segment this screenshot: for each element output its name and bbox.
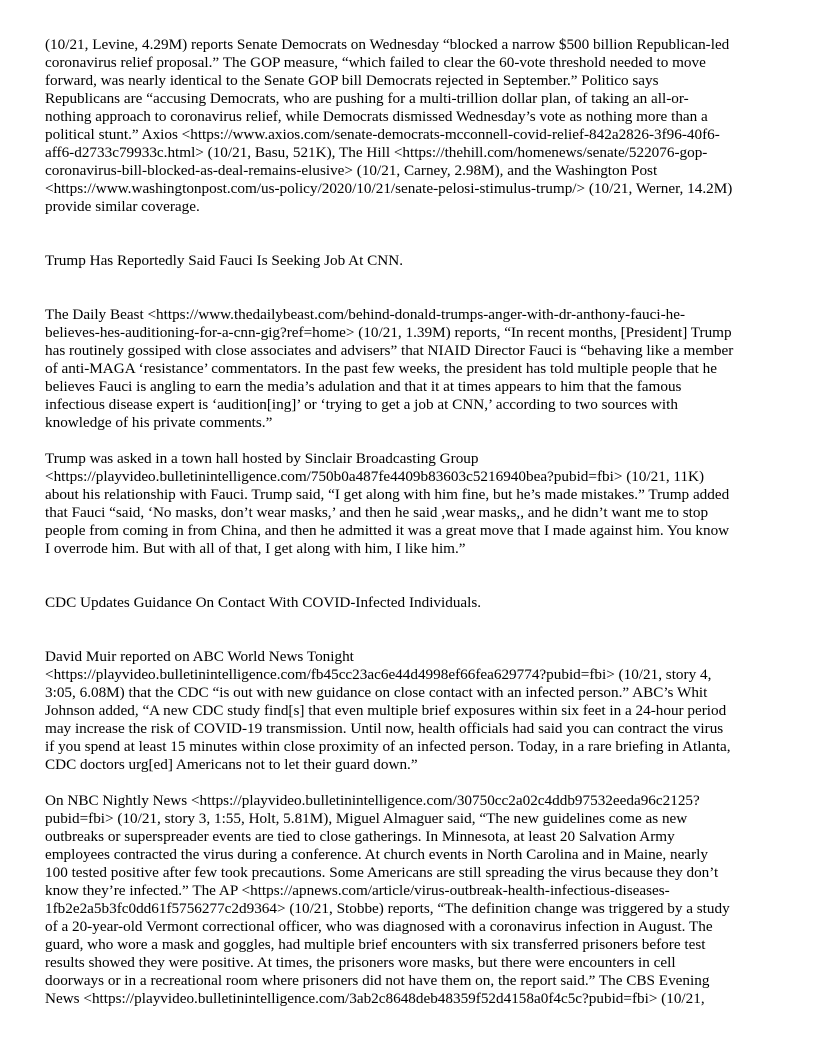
text-line: <https://playvideo.bulletinintelligence.com/fb45cc23ac6e44d4998ef66fea629774?pubid=fbi> (10/21, story 4, xyxy=(45,666,712,683)
text-line: coronavirus relief proposal.” The GOP measure, “which failed to clear the 60-vote threshold needed to move xyxy=(45,54,706,71)
article-fauci-paragraph-1 xyxy=(45,306,773,432)
text-line: about his relationship with Fauci. Trump said, “I get along with him fine, but he’s made mistakes.” Trump added xyxy=(45,486,730,503)
text-line: nothing approach to coronavirus relief, while Democrats dismissed Wednesday’s vote as nothing more than a xyxy=(45,108,708,125)
text-line: On NBC Nightly News <https://playvideo.bulletinintelligence.com/30750cc2a02c4ddb97532eeda96c2125? xyxy=(45,792,700,809)
text-line: outbreaks or superspreader events are tied to close gatherings. In Minnesota, at least 20 Salvation Army xyxy=(45,828,675,845)
text-line: David Muir reported on ABC World News Tonight xyxy=(45,648,354,665)
text-line: if you spend at least 15 minutes within close proximity of an infected person. Today, in a rare briefing in Atlanta, xyxy=(45,738,731,755)
text-line: 1fb2e2a5b3fc0dd61f5756277c2d9364> (10/21, Stobbe) reports, “The definition change was triggered by a study xyxy=(45,900,730,917)
text-line: provide similar coverage. xyxy=(45,198,200,215)
text-line: News <https://playvideo.bulletinintelligence.com/3ab2c8648deb48359f52d4158a0f4c5c?pubid=fbi> (10/21, xyxy=(45,990,705,1007)
text-line: (10/21, Levine, 4.29M) reports Senate Democrats on Wednesday “blocked a narrow $500 billion Republican-led xyxy=(45,36,730,53)
headline-text: Trump Has Reportedly Said Fauci Is Seeking Job At CNN. xyxy=(45,252,404,269)
text-line: I overrode him. But with all of that, I get along with him, I like him.” xyxy=(45,540,466,557)
text-line: The Daily Beast <https://www.thedailybeast.com/behind-donald-trumps-anger-with-dr-anthony-fauci-he- xyxy=(45,306,686,323)
text-line: forward, was nearly identical to the Senate GOP bill Democrats rejected in September.” Politico says xyxy=(45,72,659,89)
headline-cdc-guidance xyxy=(45,594,773,612)
text-line: <https://www.washingtonpost.com/us-policy/2020/10/21/senate-pelosi-stimulus-trump/> (10/21, Werner, 14.2M) xyxy=(45,180,733,197)
text-line: political stunt.” Axios <https://www.axios.com/senate-democrats-mcconnell-covid-relief-842a2826-3f96-40f6- xyxy=(45,126,720,143)
text-line: that Fauci “said, ‘No masks, don’t wear masks,’ and then he said ,wear masks,, and he didn’t want me to stop xyxy=(45,504,709,521)
text-line: infectious disease expert is ‘audition[ing]’ or ‘trying to get a job at CNN,’ according to two sources with xyxy=(45,396,678,413)
text-line: 100 tested positive after few took precautions. Some Americans are still spreading the virus because they don’t xyxy=(45,864,719,881)
text-line: Trump was asked in a town hall hosted by Sinclair Broadcasting Group xyxy=(45,450,479,467)
text-line: know they’re infected.” The AP <https://apnews.com/article/virus-outbreak-health-infectious-diseases- xyxy=(45,882,670,899)
article-cdc-paragraph-2 xyxy=(45,792,773,1008)
headline-text: CDC Updates Guidance On Contact With COVID-Infected Individuals. xyxy=(45,594,482,611)
text-line: results showed they were positive. At times, the prisoners wore masks, but there were encounters in cell xyxy=(45,954,676,971)
text-line: believes-hes-auditioning-for-a-cnn-gig?ref=home> (10/21, 1.39M) reports, “In recent months, [President] Trump xyxy=(45,324,732,341)
article-cdc-paragraph-1 xyxy=(45,648,773,774)
text-line: employees contracted the virus during a conference. At church events in North Carolina and in Maine, nearly xyxy=(45,846,708,863)
text-line: aff6-d2733c79933c.html> (10/21, Basu, 521K), The Hill <https://thehill.com/homenews/senate/522076-gop- xyxy=(45,144,708,161)
text-line: pubid=fbi> (10/21, story 3, 1:55, Holt, 5.81M), Miguel Almaguer said, “The new guidelines come as new xyxy=(45,810,688,827)
text-line: 3:05, 6.08M) that the CDC “is out with new guidance on close contact with an infected person.” ABC’s Whit xyxy=(45,684,708,701)
text-line: believes Fauci is angling to earn the media’s adulation and that it at times appears to him that the famous xyxy=(45,378,682,395)
article-senate-relief-paragraph xyxy=(45,36,773,216)
text-line: knowledge of his private comments.” xyxy=(45,414,273,431)
text-line: has routinely gossiped with close associates and advisers” that NIAID Director Fauci is “behaving like a member xyxy=(45,342,734,359)
text-line: may increase the risk of COVID-19 transmission. Until now, health officials had said you can contract the virus xyxy=(45,720,724,737)
text-line: of anti-MAGA ‘resistance’ commentators. In the past few weeks, the president has told multiple people that he xyxy=(45,360,717,377)
text-line: guard, who wore a mask and goggles, had multiple brief encounters with six transferred prisoners before test xyxy=(45,936,706,953)
text-line: Republicans are “accusing Democrats, who are pushing for a multi-trillion dollar plan, of taking an all-or- xyxy=(45,90,689,107)
text-line: Johnson added, “A new CDC study find[s] that even multiple brief exposures within six feet in a 24-hour period xyxy=(45,702,727,719)
text-line: doorways or in a recreational room where prisoners did not have them on, the report said.” The CBS Evening xyxy=(45,972,710,989)
headline-fauci-cnn xyxy=(45,252,773,270)
text-line: CDC doctors urg[ed] Americans not to let their guard down.” xyxy=(45,756,418,773)
text-line: people from coming in from China, and then he admitted it was a great move that I made against him. You know xyxy=(45,522,730,539)
document-page xyxy=(45,36,773,1008)
text-line: <https://playvideo.bulletinintelligence.com/750b0a487fe4409b83603c5216940bea?pubid=fbi> (10/21, 11K) xyxy=(45,468,705,485)
article-fauci-paragraph-2 xyxy=(45,450,773,558)
text-line: coronavirus-bill-blocked-as-deal-remains-elusive> (10/21, Carney, 2.98M), and the Washington Post xyxy=(45,162,658,179)
text-line: of a 20-year-old Vermont correctional officer, who was diagnosed with a coronavirus infection in August. The xyxy=(45,918,713,935)
